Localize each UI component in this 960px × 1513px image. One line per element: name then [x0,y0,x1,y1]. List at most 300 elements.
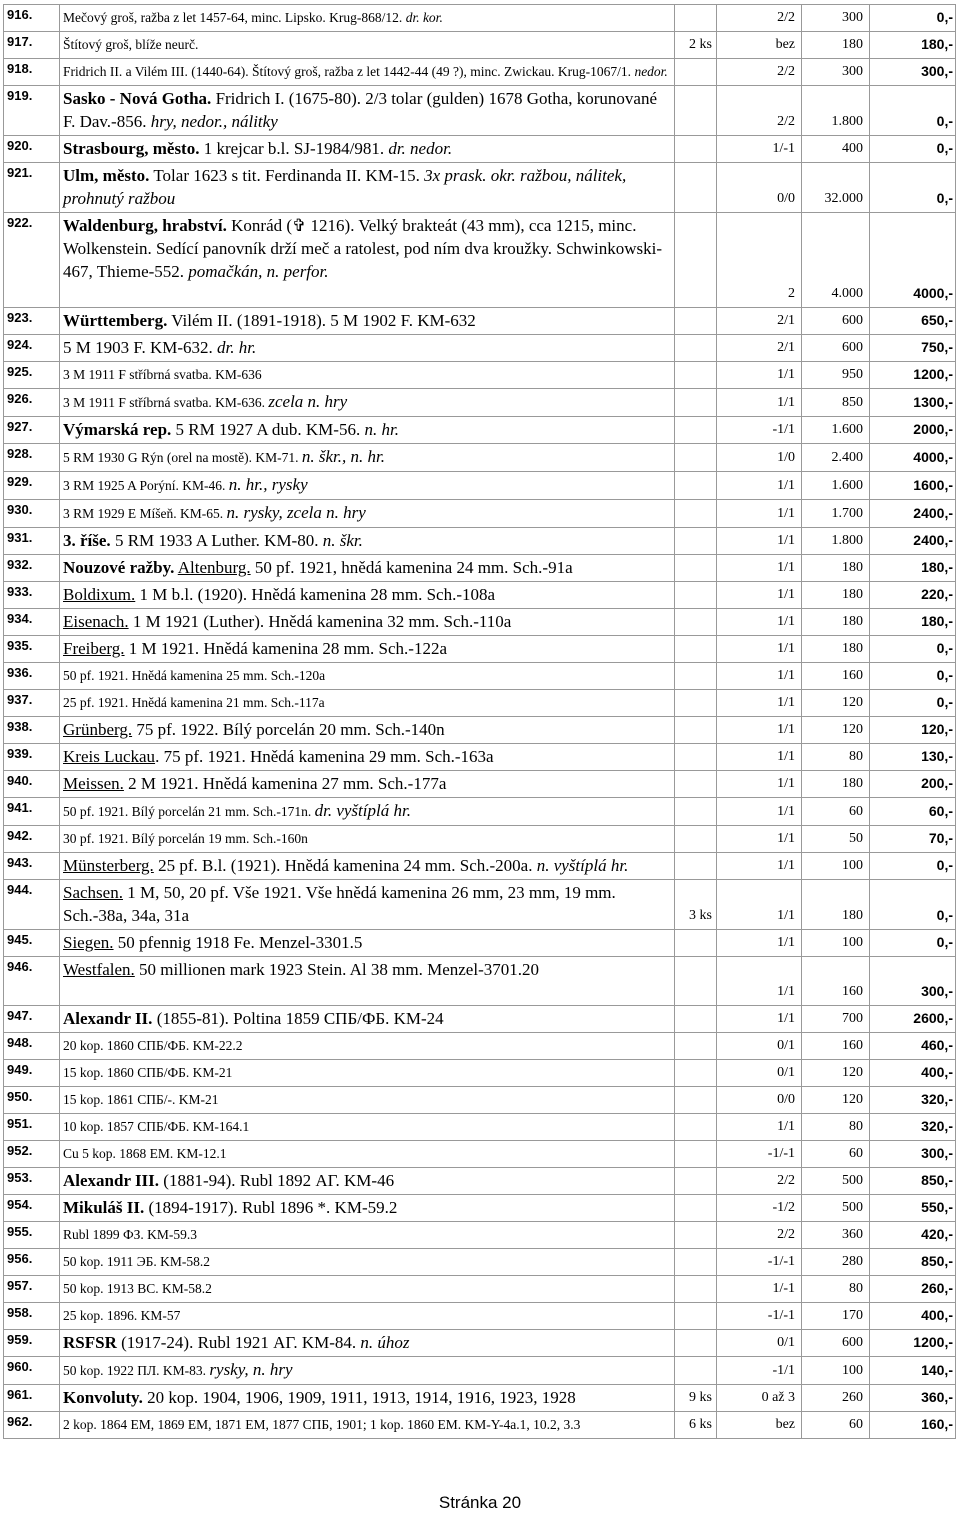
lot-row [4,389,956,417]
lot-result: 300,- [870,957,956,1006]
lot-start-price: 500 [802,1168,870,1195]
lot-quantity [675,1168,717,1195]
lot-quantity [675,853,717,880]
lot-row [4,853,956,880]
page-number-footer: Stránka 20 [438,1493,522,1512]
lot-number: 954. [4,1195,60,1222]
lot-quantity [675,1114,717,1141]
description-part: 25 pf. B.l. (1921). Hnědá kamenina 24 mm. Sch.-200a. [153,856,537,875]
lot-start-price: 100 [802,1357,870,1385]
lot-row [4,1114,956,1141]
lot-description [60,5,675,32]
lot-row [4,1276,956,1303]
lot-description [60,717,675,744]
description-part: 3 RM 1925 A Porýní. KM-46. [63,478,229,493]
description-part: 50 pf. 1921. Bílý porcelán 21 mm. Sch.-171n. [63,804,315,819]
lot-row [4,1006,956,1033]
lot-number: 930. [4,500,60,528]
lot-condition: 1/1 [717,744,802,771]
lot-quantity [675,717,717,744]
lot-quantity [675,771,717,798]
lot-result: 300,- [870,1141,956,1168]
lot-description [60,472,675,500]
lot-start-price: 60 [802,1141,870,1168]
lot-result: 0,- [870,136,956,163]
description-part: 1 M 1921. Hnědá kamenina 28 mm. Sch.-122a [124,639,448,658]
description-part: n. vyštíplá hr. [536,856,629,875]
lot-row [4,528,956,555]
description-part: Grünberg. [63,720,133,739]
description-part: nedor. [634,64,668,79]
lot-condition: 1/1 [717,690,802,717]
description-part: 5 RM 1930 G Rýn (orel na mostě). KM-71. [63,450,302,465]
lot-description [60,880,675,930]
lot-quantity [675,308,717,335]
lot-start-price: 1.800 [802,528,870,555]
lot-quantity [675,663,717,690]
description-part: Kreis Luckau [63,747,156,766]
lot-number: 937. [4,690,60,717]
lot-condition: 2/2 [717,1222,802,1249]
lot-condition: 1/1 [717,957,802,1006]
description-part: 25 pf. 1921. Hnědá kamenina 21 mm. Sch.-117a [63,695,325,710]
lot-number: 950. [4,1087,60,1114]
lot-start-price: 300 [802,59,870,86]
lot-quantity [675,1195,717,1222]
description-part: Mikuláš II. [63,1198,145,1217]
lot-description [60,389,675,417]
lot-start-price: 180 [802,880,870,930]
description-part: rysky, n. hry [209,1360,293,1379]
lot-start-price: 100 [802,930,870,957]
lot-quantity [675,528,717,555]
lot-description [60,1141,675,1168]
lot-start-price: 180 [802,609,870,636]
description-part: dr. hr. [217,338,257,357]
lot-row [4,1357,956,1385]
row-spacer [63,283,672,305]
lot-start-price: 180 [802,555,870,582]
lot-result: 850,- [870,1168,956,1195]
lot-result: 70,- [870,826,956,853]
description-part: Štítový groš, blíže neurč. [63,37,199,52]
description-part: Meissen. [63,774,124,793]
lot-result: 0,- [870,880,956,930]
description-part: (1881-94). Rubl 1892 АГ. KM-46 [159,1171,395,1190]
lot-row [4,826,956,853]
lot-number: 916. [4,5,60,32]
lot-condition: 0/1 [717,1330,802,1357]
lot-quantity [675,826,717,853]
lot-condition: 0 až 3 [717,1385,802,1412]
lot-result: 300,- [870,59,956,86]
lot-condition: 1/1 [717,500,802,528]
lot-result: 0,- [870,690,956,717]
lot-quantity [675,1087,717,1114]
lot-start-price: 50 [802,826,870,853]
lot-description [60,417,675,444]
description-part: Tolar 1623 s tit. Ferdinanda II. KM-15. [149,166,425,185]
description-part: 5 RM 1933 A Luther. KM-80. [110,531,323,550]
lot-rows [4,5,956,1439]
description-part: 15 kop. 1861 СПБ/-. KM-21 [63,1092,219,1107]
description-part: 3 M 1911 F stříbrná svatba. KM-636. [63,395,269,410]
lot-number: 958. [4,1303,60,1330]
lot-result: 4000,- [870,444,956,472]
lot-description [60,957,675,1006]
lot-condition: -1/1 [717,417,802,444]
lot-condition: 1/1 [717,555,802,582]
lot-description [60,528,675,555]
lot-description [60,444,675,472]
lot-result: 460,- [870,1033,956,1060]
description-part: Ulm, město. [63,166,150,185]
description-part: RSFSR [63,1333,117,1352]
lot-row [4,880,956,930]
description-part: Württemberg. [63,311,168,330]
lot-result: 120,- [870,717,956,744]
lot-result: 200,- [870,771,956,798]
lot-number: 948. [4,1033,60,1060]
description-part: 2 M 1921. Hnědá kamenina 27 mm. Sch.-177a [123,774,447,793]
description-part: 50 kop. 1911 ЭБ. KM-58.2 [63,1254,211,1269]
lot-row [4,32,956,59]
lot-condition: 1/1 [717,362,802,389]
lot-description [60,1249,675,1276]
lot-number: 920. [4,136,60,163]
lot-description [60,1195,675,1222]
lot-quantity [675,1060,717,1087]
lot-condition: 1/1 [717,771,802,798]
lot-start-price: 160 [802,663,870,690]
description-part: n. škr. [322,531,363,550]
lot-result: 0,- [870,930,956,957]
description-part: n. rysky, zcela n. hry [226,503,366,522]
description-part: Konrád (✞ 1216). Velký brakteát (43 mm), cca 1215, minc. Wolkenstein. Sedící panovník drží meč a ratolest, pod ním dva kroužky. Schwinkowski-467, Thieme-552. [63,216,663,281]
lot-description [60,771,675,798]
description-part: dr. vyštíplá hr. [314,801,411,820]
lot-start-price: 260 [802,1385,870,1412]
lot-description [60,136,675,163]
description-part: 1 krejcar b.l. SJ-1984/981. [199,139,389,158]
lot-description [60,1060,675,1087]
lot-row [4,444,956,472]
lot-condition: 0/1 [717,1033,802,1060]
lot-number: 959. [4,1330,60,1357]
description-part: Waldenburg, hrabství. [63,216,227,235]
lot-result: 320,- [870,1114,956,1141]
lot-result: 130,- [870,744,956,771]
lot-condition: 1/1 [717,389,802,417]
lot-start-price: 1.600 [802,417,870,444]
lot-description [60,1087,675,1114]
lot-number: 936. [4,663,60,690]
lot-description [60,663,675,690]
lot-row [4,1033,956,1060]
lot-condition: 1/1 [717,1006,802,1033]
description-part: 3 RM 1929 E Míšeň. KM-65. [63,506,227,521]
lot-description [60,1006,675,1033]
lot-result: 0,- [870,636,956,663]
description-part: Strasbourg, město. [63,139,200,158]
description-part: (1894-1917). Rubl 1896 *. KM-59.2 [144,1198,398,1217]
lot-row [4,417,956,444]
lot-quantity: 2 ks [675,32,717,59]
lot-number: 946. [4,957,60,1006]
lot-number: 932. [4,555,60,582]
lot-condition: 1/1 [717,798,802,826]
lot-quantity [675,555,717,582]
lot-condition: 1/1 [717,930,802,957]
description-part: Sasko - Nová Gotha. [63,89,212,108]
lot-condition: 1/1 [717,880,802,930]
lot-start-price: 180 [802,771,870,798]
lot-condition: 1/1 [717,826,802,853]
lot-quantity [675,1141,717,1168]
lot-start-price: 180 [802,636,870,663]
lot-quantity: 9 ks [675,1385,717,1412]
lot-result: 750,- [870,335,956,362]
lot-start-price: 120 [802,690,870,717]
lot-start-price: 32.000 [802,163,870,213]
lot-quantity [675,636,717,663]
lot-quantity [675,500,717,528]
lot-number: 939. [4,744,60,771]
lot-quantity [675,136,717,163]
lot-quantity [675,389,717,417]
lot-description [60,1330,675,1357]
lot-quantity [675,86,717,136]
lot-condition: 2/1 [717,335,802,362]
lot-condition: -1/1 [717,1357,802,1385]
lot-quantity [675,5,717,32]
lot-number: 940. [4,771,60,798]
lot-description [60,1412,675,1439]
lot-description [60,798,675,826]
lot-quantity [675,163,717,213]
lot-row [4,1141,956,1168]
description-part: . 75 pf. 1921. Hnědá kamenina 29 mm. Sch.-163a [155,747,494,766]
lot-condition: 2/2 [717,86,802,136]
lot-start-price: 600 [802,308,870,335]
description-part: n. úhoz [360,1333,410,1352]
lot-description [60,213,675,308]
lot-condition: 1/-1 [717,1276,802,1303]
lot-number: 944. [4,880,60,930]
lot-condition: 0/1 [717,1060,802,1087]
lot-start-price: 120 [802,717,870,744]
lot-number: 942. [4,826,60,853]
description-part: 3 M 1911 F stříbrná svatba. KM-636 [63,367,262,382]
description-part: (1917-24). Rubl 1921 АГ. KM-84. [116,1333,361,1352]
lot-description [60,32,675,59]
lot-result: 1200,- [870,362,956,389]
lot-row [4,1168,956,1195]
lot-quantity [675,957,717,1006]
lot-row [4,213,956,308]
lot-description [60,1168,675,1195]
lot-quantity [675,1006,717,1033]
lot-quantity [675,335,717,362]
lot-description [60,853,675,880]
lot-number: 919. [4,86,60,136]
lot-description [60,930,675,957]
lot-result: 2400,- [870,500,956,528]
lot-number: 927. [4,417,60,444]
lot-result: 850,- [870,1249,956,1276]
lot-description [60,690,675,717]
lot-quantity [675,744,717,771]
lot-number: 961. [4,1385,60,1412]
lot-result: 220,- [870,582,956,609]
lot-start-price: 80 [802,1114,870,1141]
lot-description [60,163,675,213]
lot-start-price: 60 [802,1412,870,1439]
lot-number: 952. [4,1141,60,1168]
description-part: 25 kop. 1896. KM-57 [63,1308,181,1323]
lot-number: 947. [4,1006,60,1033]
lot-quantity [675,59,717,86]
lot-result: 2400,- [870,528,956,555]
lot-number: 962. [4,1412,60,1439]
lot-quantity: 6 ks [675,1412,717,1439]
lot-result: 400,- [870,1303,956,1330]
lot-condition: 2/2 [717,59,802,86]
lot-quantity [675,582,717,609]
lot-result: 0,- [870,163,956,213]
lot-description [60,1276,675,1303]
lot-row [4,136,956,163]
lot-start-price: 1.700 [802,500,870,528]
description-part: 1 M b.l. (1920). Hnědá kamenina 28 mm. Sch.-108a [135,585,496,604]
lot-start-price: 80 [802,744,870,771]
lot-row [4,930,956,957]
lot-start-price: 300 [802,5,870,32]
lot-row [4,1222,956,1249]
lot-row [4,771,956,798]
description-part: 50 pf. 1921. Hnědá kamenina 25 mm. Sch.-120a [63,668,326,683]
lot-description [60,555,675,582]
description-part: 50 kop. 1913 ВС. KM-58.2 [63,1281,212,1296]
lot-row [4,1412,956,1439]
description-part: Siegen. [63,933,114,952]
lot-result: 360,- [870,1385,956,1412]
lot-number: 925. [4,362,60,389]
lot-start-price: 4.000 [802,213,870,308]
lot-description [60,636,675,663]
lot-number: 938. [4,717,60,744]
lot-start-price: 180 [802,582,870,609]
lot-result: 140,- [870,1357,956,1385]
lot-start-price: 60 [802,798,870,826]
lot-result: 550,- [870,1195,956,1222]
lot-description [60,500,675,528]
lot-row [4,1087,956,1114]
lot-result: 420,- [870,1222,956,1249]
lot-start-price: 600 [802,1330,870,1357]
lot-row [4,1249,956,1276]
lot-condition: -1/-1 [717,1249,802,1276]
lot-condition: 1/1 [717,717,802,744]
lot-condition: -1/-1 [717,1141,802,1168]
lot-result: 320,- [870,1087,956,1114]
description-part: 3. říše. [63,531,111,550]
description-part: Mečový groš, ražba z let 1457-64, minc. Lipsko. Krug-868/12. [63,10,406,25]
lot-start-price: 180 [802,32,870,59]
lot-description [60,826,675,853]
description-part: 15 kop. 1860 СПБ/ФБ. KM-21 [63,1065,233,1080]
lot-description [60,1303,675,1330]
lot-result: 0,- [870,853,956,880]
description-part: 20 kop. 1904, 1906, 1909, 1911, 1913, 1914, 1916, 1923, 1928 [142,1388,576,1407]
lot-description [60,1385,675,1412]
lot-description [60,362,675,389]
lot-condition: 1/1 [717,528,802,555]
lot-condition: 1/0 [717,444,802,472]
lot-condition: 1/-1 [717,136,802,163]
lot-number: 951. [4,1114,60,1141]
lot-condition: 1/1 [717,853,802,880]
lot-row [4,717,956,744]
lot-quantity [675,1222,717,1249]
description-part: Alexandr II. [63,1009,153,1028]
lot-condition: -1/-1 [717,1303,802,1330]
lot-result: 180,- [870,555,956,582]
lot-row [4,609,956,636]
description-part: Fridrich II. a Vilém III. (1440-64). Štítový groš, ražba z let 1442-44 (49 ?), minc. Zwickau. Krug-1067/1. [63,64,635,79]
lot-row [4,163,956,213]
lot-start-price: 100 [802,853,870,880]
lot-start-price: 600 [802,335,870,362]
description-part: zcela n. hry [268,392,348,411]
lot-condition: 0/0 [717,163,802,213]
lot-number: 949. [4,1060,60,1087]
lot-start-price: 80 [802,1276,870,1303]
description-part: dr. kor. [405,10,443,25]
lot-result: 180,- [870,32,956,59]
description-part: 50 kop. 1922 ПЛ. KM-83. [63,1363,210,1378]
lot-number: 941. [4,798,60,826]
description-part: Fridrich I. (1675-80). 2/3 tolar (gulden) 1678 Gotha, korunované F. Dav.-856. [63,89,657,131]
description-part: 2 kop. 1864 EM, 1869 EM, 1871 EM, 1877 СПБ, 1901; 1 kop. 1860 EM. KM-Y-4a.1, 10.2, 3.3 [63,1417,581,1432]
lot-quantity [675,1330,717,1357]
description-part: 50 pf. 1921, hnědá kamenina 24 mm. Sch.-91a [250,558,573,577]
lot-quantity [675,417,717,444]
lot-start-price: 700 [802,1006,870,1033]
lot-number: 943. [4,853,60,880]
lot-condition: 1/1 [717,663,802,690]
description-part: n. hr., rysky [228,475,308,494]
lot-condition: -1/2 [717,1195,802,1222]
description-part: Cu 5 kop. 1868 EM. KM-12.1 [63,1146,227,1161]
lot-start-price: 160 [802,1033,870,1060]
lot-description [60,308,675,335]
lot-quantity [675,472,717,500]
lot-quantity [675,1357,717,1385]
description-part: (1855-81). Poltina 1859 СПБ/ФБ. KM-24 [152,1009,444,1028]
lot-condition: 1/1 [717,609,802,636]
lot-row [4,1385,956,1412]
description-part: 3x prask. okr. ražbou, nálitek, prohnutý ražbou [63,166,627,208]
lot-number: 922. [4,213,60,308]
lot-result: 650,- [870,308,956,335]
description-part: Freiberg. [63,639,125,658]
lot-number: 933. [4,582,60,609]
lot-quantity: 3 ks [675,880,717,930]
lot-number: 917. [4,32,60,59]
lot-start-price: 1.800 [802,86,870,136]
lot-condition: 2/2 [717,5,802,32]
